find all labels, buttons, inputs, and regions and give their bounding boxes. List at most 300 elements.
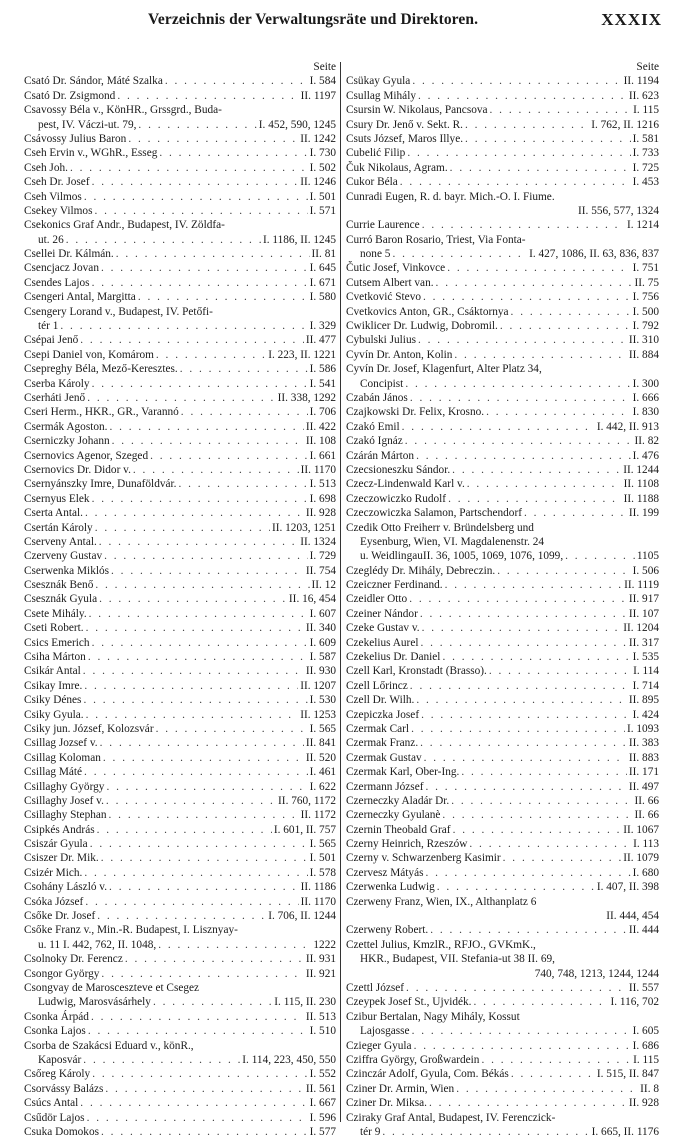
leader-dots [414,1039,631,1053]
index-entry [346,1111,659,1139]
index-entry [24,449,336,463]
entry-name: Cserta Antal. [24,507,83,520]
leader-dots [99,592,287,606]
leader-dots [165,74,308,88]
index-entry [346,348,659,362]
entry-page-ref: II. 477 [305,334,336,347]
entry-page-ref: II. 338, 1292 [277,391,336,404]
leader-dots [101,967,303,981]
leader-dots [400,175,631,189]
entry-name: Csengery Lorand v., Budapest, IV. Petőfi- [24,305,213,318]
entry-line [346,1111,659,1125]
index-entry [346,477,659,491]
index-entry [24,823,336,837]
leader-dots [423,290,631,304]
entry-line [24,276,336,290]
leader-dots [467,477,622,491]
entry-list-right [346,74,659,1139]
entry-name: Cziner Dr. Armin, Wien [346,1082,455,1095]
entry-line [24,521,336,535]
entry-page-ref: I. 571 [309,204,336,217]
entry-page-ref: II. 66 [634,809,659,822]
leader-dots [101,1125,308,1139]
entry-name: Cserba Károly [24,377,90,390]
entry-line [346,909,659,923]
entry-line [24,463,336,477]
entry-name: Csiha Márton [24,651,86,664]
entry-line [24,981,336,995]
index-entry [24,305,336,334]
entry-line [24,1039,336,1053]
leader-dots [89,607,308,621]
index-entry [24,1067,336,1081]
entry-page-ref: I. 541 [309,377,336,390]
index-entry [24,506,336,520]
entry-name: Csolnoky Dr. Ferencz [24,953,123,966]
entry-page-ref: I. 1093 [626,722,659,735]
entry-line [24,492,336,506]
entry-name: Cubelić Filip [346,147,406,160]
leader-dots [469,837,631,851]
index-entry [346,995,659,1009]
index-entry [346,636,659,650]
entry-line [346,722,659,736]
entry-page-ref: II. 1170 [300,895,336,908]
entry-page-ref: I. 680 [632,866,659,879]
leader-dots [150,449,308,463]
leader-dots [92,1067,307,1081]
entry-name: Csillaghy Josef v. [24,794,104,807]
entry-name: Csongor György [24,967,100,980]
entry-name: Eysenburg, Wien, VI. Magdalenenstr. 24 [360,535,545,548]
leader-dots [84,765,308,779]
index-entry [24,261,336,275]
entry-name: Cserveny Antal. [24,535,97,548]
entry-line [346,1082,659,1096]
column-divider [340,62,341,1122]
entry-page-ref: II. 623 [628,89,659,102]
index-entry [24,1024,336,1038]
entry-line [346,434,659,448]
entry-page-ref: II. 1172 [300,809,336,822]
index-entry [24,780,336,794]
entry-page-ref: I. 607 [309,607,336,620]
entry-line [346,190,659,204]
index-entry [24,837,336,851]
entry-page-ref: I. 686 [632,1039,659,1052]
entry-name: Czettl József [346,982,405,994]
entry-line [346,780,659,794]
index-entry [346,664,659,678]
entry-line [24,780,336,794]
entry-line [24,664,336,678]
entry-line [24,1125,336,1139]
leader-dots [422,621,622,635]
entry-line [346,995,659,1009]
entry-page-ref: I. 501 [309,190,336,203]
entry-page-ref: I. 329 [309,320,336,333]
index-entry [346,708,659,722]
entry-name: Cunradi Eugen, R. d. bayr. Mich.-O. I. Fiume. [346,190,555,203]
entry-name: Csillag Jozsef v. [24,737,98,750]
entry-line [24,1082,336,1096]
entry-page-ref: I. 586 [309,363,336,376]
index-entry [346,233,659,262]
entry-name: Czermak Carl [346,722,410,735]
entry-name: Czervesz Mátyás [346,866,424,879]
index-entry [24,1096,336,1110]
leader-dots [178,477,307,491]
entry-line [346,1039,659,1053]
entry-line [24,967,336,981]
index-entry [346,578,659,592]
entry-line [24,636,336,650]
entry-page-ref: I. 580 [309,291,336,304]
index-entry [24,578,336,592]
entry-line [346,247,659,261]
entry-line [24,146,336,160]
leader-dots [392,247,527,261]
leader-dots [95,521,270,535]
entry-page-ref: 740, 748, 1213, 1244, 1244 [534,967,659,980]
index-entry [24,1010,336,1024]
entry-name: Csendes Lajos [24,276,90,289]
index-entry [346,405,659,419]
entry-page-ref: II. 1242 [300,132,336,145]
entry-line [346,1053,659,1067]
leader-dots [104,549,308,563]
leader-dots [416,693,627,707]
leader-dots [101,851,308,865]
leader-dots [430,923,627,937]
entry-line [346,261,659,275]
entry-page-ref: I. 1214 [626,219,659,232]
entry-name: Csillaghy György [24,780,105,793]
leader-dots [159,146,307,160]
leader-dots [105,1082,303,1096]
entry-page-ref: I. 115 [633,1053,659,1066]
entry-page-ref: II. 340 [305,622,336,635]
index-entry [24,204,336,218]
index-entry [346,751,659,765]
index-entry [346,1053,659,1067]
entry-line [24,535,336,549]
entry-name: Cseri Herm., HKR., GR., Varannó [24,406,179,419]
entry-page-ref: I. 510 [309,1025,336,1038]
entry-page-ref: II. 931 [305,953,336,966]
index-entry [24,420,336,434]
leader-dots [418,89,627,103]
entry-page-ref: I. 453 [632,176,659,189]
index-entry [346,103,659,117]
entry-line [346,420,659,434]
entry-name: Csükay Gyula [346,75,411,88]
entry-name: Csongvay de Marosceszteve et Csegez [24,982,200,994]
page-title: Verzeichnis der Verwaltungsräte und Direktoren. [148,11,479,28]
index-entry [346,837,659,851]
index-entry [24,333,336,347]
leader-dots [425,780,626,794]
index-entry [24,736,336,750]
index-entry [346,463,659,477]
entry-name: Czecz-Lindenwald Karl v. [346,478,465,491]
entry-line [24,391,336,405]
entry-line [24,319,336,333]
index-entry [24,794,336,808]
entry-name: Czabán János [346,391,408,404]
entry-line [346,837,659,851]
entry-line [346,463,659,477]
entry-name: Cyvín Dr. Anton, Kolin [346,348,453,361]
entry-name: Csúcs Antal [24,1097,79,1110]
leader-dots [125,952,304,966]
entry-line [346,765,659,779]
index-entry [346,1096,659,1110]
entry-name: Czernin Theobald Graf [346,823,451,836]
entry-name: Czekelius Aurel [346,636,419,649]
index-entry [24,535,336,549]
entry-page-ref: I. 706 [309,406,336,419]
index-entry [24,880,336,894]
leader-dots [156,722,308,736]
entry-page-ref: II. 1170 [300,463,336,476]
entry-line [24,74,336,88]
entry-page-ref: I. 601, II. 757 [273,823,336,836]
entry-line [24,449,336,463]
entry-name: Csiszár Gyula [24,838,88,851]
leader-dots [424,751,627,765]
entry-page-ref: II. 1197 [300,89,336,102]
entry-name: Czeiczner Ferdinand. [346,579,443,592]
entry-line [346,535,659,549]
entry-page-ref: II. 1108 [623,478,659,491]
entry-line [24,420,336,434]
leader-dots [465,118,589,132]
index-entry [346,851,659,865]
index-entry [24,952,336,966]
entry-line [24,434,336,448]
leader-dots [407,146,630,160]
index-entry [24,636,336,650]
entry-name: Csencjacz Jovan [24,262,99,275]
entry-name: Czerny Heinrich, Rzeszów [346,838,468,851]
leader-dots [138,118,256,132]
index-entry [24,549,336,563]
index-entry [24,722,336,736]
entry-name: Csillag Máté [24,766,83,779]
entry-line [346,161,659,175]
entry-name: Cyvín Dr. Josef, Klagenfurt, Alter Platz 34, [346,363,542,376]
entry-line [24,333,336,347]
entry-page-ref: I. 587 [309,651,336,664]
index-entry [346,305,659,319]
leader-dots [156,348,266,362]
leader-dots [88,650,308,664]
entry-page-ref: I. 565 [309,722,336,735]
entry-name: HKR., Budapest, VII. Stefania-ut 38 II. 69, [360,953,555,966]
page-header [0,0,682,40]
entry-name: Czakó Emil [346,420,400,433]
index-entry [24,362,336,376]
leader-dots [465,132,631,146]
index-entry [24,621,336,635]
index-entry [24,190,336,204]
entry-line [346,794,659,808]
index-entry [346,333,659,347]
leader-dots [450,161,631,175]
entry-page-ref: II. 1324 [300,535,336,548]
entry-name: Cvetkovics Anton, GR., Csáktornya [346,305,509,318]
entry-line [346,333,659,347]
entry-line [346,967,659,981]
seite-label-right: Seite [636,61,659,73]
entry-page-ref: I. 666 [632,391,659,404]
index-entry [346,261,659,275]
leader-dots [92,377,308,391]
entry-page-ref: I. 762, II. 1216 [591,118,659,131]
entry-line [24,952,336,966]
leader-dots [421,708,631,722]
entry-page-ref: I. 645 [309,262,336,275]
entry-name: Cserháti Jenő [24,391,86,404]
leader-dots [106,780,307,794]
entry-line [346,175,659,189]
leader-dots [158,938,311,952]
entry-name: Czárán Márton [346,449,415,462]
entry-line [346,592,659,606]
entry-line [346,650,659,664]
entry-name: Csernovics Agenor, Szeged [24,449,149,462]
entry-name: Csató Dr. Zsigmond [24,89,116,102]
index-entry [346,866,659,880]
entry-page-ref: I. 725 [632,161,659,174]
entry-line [24,405,336,419]
entry-line [346,895,659,909]
entry-name: Csillag Koloman [24,751,101,764]
entry-line [24,506,336,520]
index-entry [24,693,336,707]
entry-name: Kaposvár [38,1053,82,1066]
entry-page-ref: I. 461 [309,766,336,779]
entry-page-ref: I. 506 [632,564,659,577]
entry-name: Cziffra György, Großwardein [346,1053,480,1066]
leader-dots [436,276,633,290]
entry-page-ref: I. 452, 590, 1245 [258,118,336,131]
leader-dots [416,449,631,463]
leader-dots [83,1053,240,1067]
entry-name: Currie Laurence [346,219,420,232]
entry-line [24,549,336,563]
entry-name: Cserwenka Miklós [24,564,110,577]
index-entry [346,938,659,981]
entry-page-ref: I. 751 [632,262,659,275]
index-entry [24,592,336,606]
index-entry [346,190,659,219]
entry-line [346,636,659,650]
index-entry [346,276,659,290]
leader-dots [87,391,275,405]
entry-line [24,708,336,722]
leader-dots [95,578,309,592]
entry-page-ref: I. 581 [632,132,659,145]
entry-name: Cseh Ervin v., WGhR., Esseg [24,147,158,160]
index-entry [24,1111,336,1125]
entry-page-ref: II. 1207 [300,679,336,692]
leader-dots [99,535,298,549]
entry-page-ref: II. 199 [628,507,659,520]
leader-dots [83,664,304,678]
entry-line [346,1067,659,1081]
index-entry [346,449,659,463]
leader-dots [91,1010,304,1024]
leader-dots [456,1082,638,1096]
entry-line [346,808,659,822]
entry-line [346,449,659,463]
entry-name: Csavossy Béla v., KönHR., Grssgrd., Buda- [24,104,222,117]
leader-dots [402,420,595,434]
entry-page-ref: II. 1246 [300,176,336,189]
index-entry [24,89,336,103]
entry-line [24,161,336,175]
index-entry [346,319,659,333]
entry-name: Czell Lőrincz [346,679,408,692]
entry-line [24,923,336,937]
entry-name: Čutic Josef, Vinkovce [346,262,446,275]
entry-name: Csengeri Antal, Margitta [24,291,136,304]
entry-page-ref: II. 1244 [623,463,659,476]
entry-line [346,679,659,693]
entry-line [346,1125,659,1139]
entry-name: Csiky Gyula. [24,708,84,721]
entry-line [346,851,659,865]
index-entry [24,679,336,693]
entry-line [24,679,336,693]
leader-dots [138,290,308,304]
leader-dots [92,636,308,650]
entry-page-ref: I. 733 [632,147,659,160]
entry-page-ref: II. 561 [305,1082,336,1095]
entry-page-ref: I. 515, II. 847 [596,1068,659,1081]
leader-dots [497,564,630,578]
leader-dots [410,679,631,693]
index-entry [24,1082,336,1096]
entry-line [346,938,659,952]
index-entry [346,1067,659,1081]
leader-dots [101,261,308,275]
index-entry [346,1082,659,1096]
entry-page-ref: I. 530 [309,694,336,707]
index-entry [346,506,659,520]
entry-line [346,664,659,678]
entry-name: Czinczár Adolf, Gyula, Com. Békás [346,1068,509,1081]
leader-dots [420,636,626,650]
entry-line [346,923,659,937]
leader-dots [418,333,627,347]
index-entry [24,290,336,304]
entry-page-ref: I. 565 [309,838,336,851]
entry-name: Czermann József [346,780,424,793]
index-entry [24,909,336,923]
entry-line [346,736,659,750]
entry-page-ref: II. 513 [305,1010,336,1023]
leader-dots [412,1024,631,1038]
entry-page-ref: I. 500 [632,305,659,318]
leader-dots [97,823,272,837]
leader-dots [133,463,299,477]
leader-dots [97,909,266,923]
entry-line [24,1096,336,1110]
index-entry [346,89,659,103]
